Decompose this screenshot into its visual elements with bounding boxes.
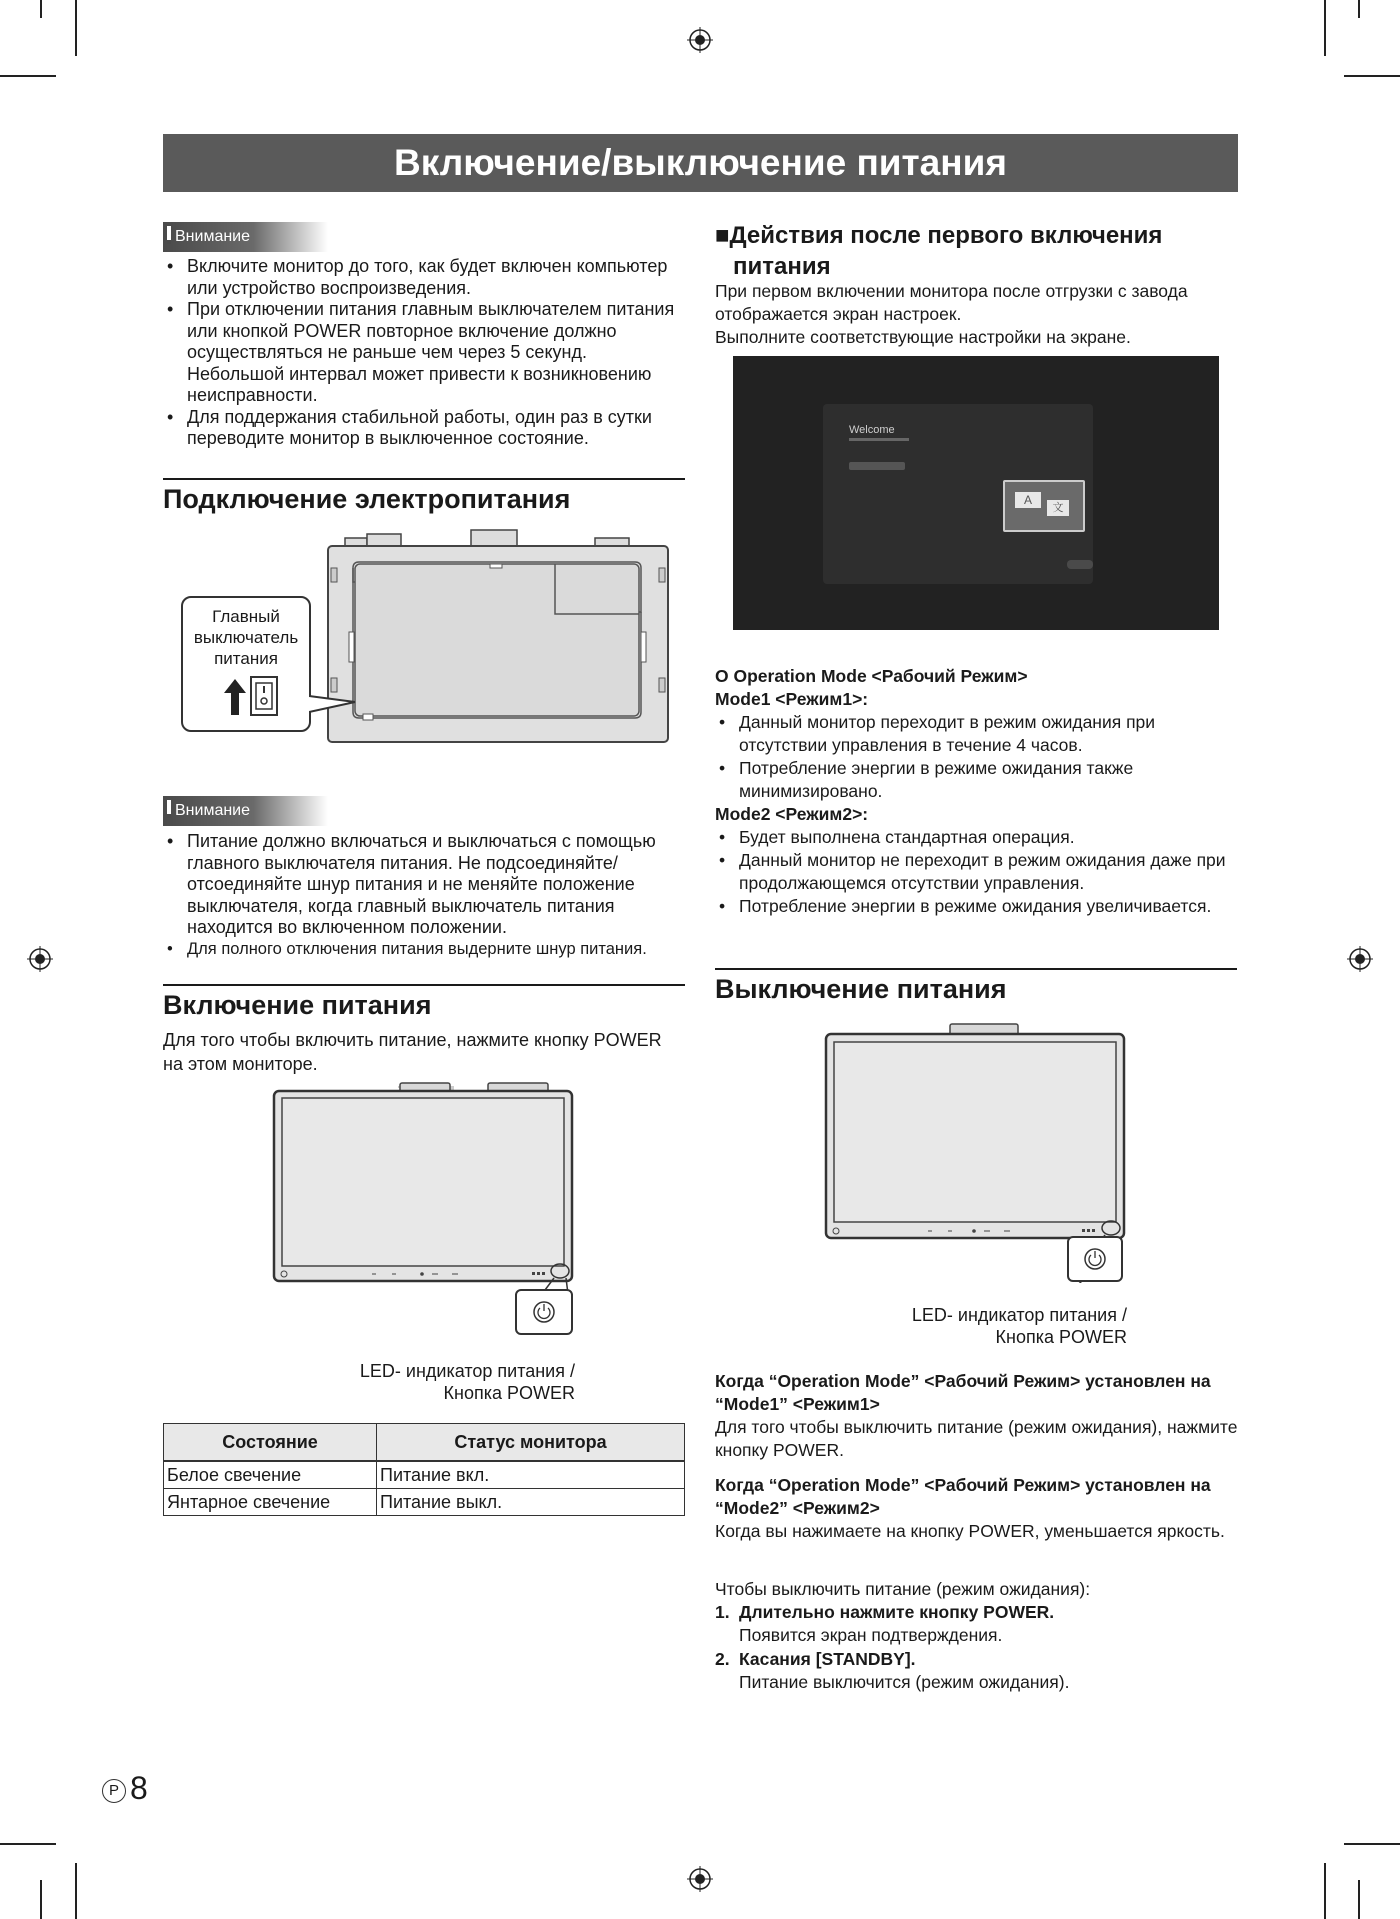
list-item: • Данный монитор переходит в режим ожидания при отсутствии управления в течение 4 часов. [715,711,1240,757]
mode1-power-off-text: Для того чтобы выключить питание (режим ожидания), нажмите кнопку POWER. [715,1417,1238,1460]
crop-mark [0,1843,56,1845]
list-item: • Для полного отключения питания выдерните шнур питания. [163,939,685,961]
mode2-power-off-head: Когда “Operation Mode” <Рабочий Режим> установлен на “Mode2” <Режим2> [715,1475,1211,1518]
mode2-list [715,826,1240,918]
heading-line: ■Действия после первого включения [715,222,1163,249]
language-icon: A 文 [1003,480,1085,532]
table-row [164,1461,685,1489]
step-number: 1. [715,1602,730,1622]
registration-mark-icon [27,946,53,972]
page-number [102,1770,148,1807]
crop-mark [75,0,77,56]
first-power-on-text: При первом включении монитора после отгрузки с завода отображается экран настроек. [715,281,1188,324]
power-connection-heading: Подключение электропитания [163,478,685,515]
callout-line: Главный [212,607,280,626]
rocker-switch-icon [211,673,281,717]
registration-mark-icon [687,27,713,53]
registration-mark-icon [687,1866,713,1892]
step-text: Длительно нажмите кнопку POWER. [739,1602,1055,1622]
registration-mark-icon [1347,946,1373,972]
next-button-graphic [1067,560,1093,569]
crop-mark [75,1863,77,1919]
crop-mark [1344,75,1400,77]
crop-mark [1358,1880,1360,1919]
mode1-list [715,711,1240,803]
list-item: • Потребление энергии в режиме ожидания увеличивается. [715,895,1240,918]
main-switch-callout [181,596,311,732]
power-off-heading: Выключение питания [715,968,1237,1005]
operation-mode-title: О Operation Mode <Рабочий Режим> [715,666,1028,686]
table-header: Статус монитора [377,1424,685,1462]
mode1-label: Mode1 <Режим1>: [715,689,869,709]
page-title: Включение/выключение питания [163,134,1238,192]
power-off-caption [850,1304,1127,1348]
step-number: 2. [715,1649,730,1669]
table-cell: Питание выкл. [377,1489,685,1516]
standby-step-2 [715,1648,1240,1694]
list-item: • При отключении питания главным выключателем питания или кнопкой POWER повторное включение должно осуществляться не раньше чем через 5 секунд. Небольшой интервал может привести к возникновению неисправности. [163,299,685,407]
caution-list-2 [163,831,685,960]
welcome-dialog [823,404,1093,584]
caption-line: Кнопка POWER [443,1383,575,1403]
page-number-value: 8 [130,1770,148,1806]
page-letter: P [102,1779,126,1803]
step-subtext: Питание выключится (режим ожидания). [739,1672,1070,1692]
monitor-front-diagram [272,1082,576,1336]
crop-mark [40,1880,42,1919]
list-item: • Питание должно включаться и выключаться с помощью главного выключателя питания. Не подсоединяйте/ отсоединяйте шнур питания и не меняйте положение выключателя, когда главный выключатель питания находится во включенном положении. [163,831,685,939]
callout-pointer [309,690,357,714]
step-text: Касания [STANDBY]. [739,1649,916,1669]
table-header-row [164,1424,685,1462]
standby-intro: Чтобы выключить питание (режим ожидания): [715,1579,1091,1599]
power-on-caption [300,1360,575,1404]
table-row [164,1489,685,1516]
power-on-heading: Включение питания [163,984,685,1021]
crop-mark [40,0,42,18]
caption-line: LED- индикатор питания / [911,1305,1127,1325]
callout-line: выключатель [193,628,299,647]
table-cell: Белое свечение [164,1461,377,1489]
caution-tag [163,796,328,826]
crop-mark [1358,0,1360,18]
table-cell: Питание вкл. [377,1461,685,1489]
monitor-front-diagram [824,1023,1128,1283]
mode1-power-off-head: Когда “Operation Mode” <Рабочий Режим> установлен на “Mode1” <Режим1> [715,1371,1211,1414]
step-subtext: Появится экран подтверждения. [739,1625,1003,1645]
welcome-title: Welcome [849,424,895,436]
caution-label: Внимание [175,228,251,245]
standby-step-1 [715,1601,1240,1647]
table-cell: Янтарное свечение [164,1489,377,1516]
list-item: • Будет выполнена стандартная операция. [715,826,1240,849]
exclamation-icon [167,226,171,243]
power-on-text: Для того чтобы включить питание, нажмите кнопку POWER на этом мониторе. [163,1030,662,1074]
caution-tag [163,222,328,252]
list-item: • Для поддержания стабильной работы, один раз в сутки переводите монитор в выключенное состояние. [163,407,685,450]
first-power-on-heading [715,220,1235,282]
callout-line: питания [214,649,278,668]
table-header: Состояние [164,1424,377,1462]
language-select-bar [849,462,905,470]
caution-label: Внимание [175,802,251,819]
mode2-label: Mode2 <Режим2>: [715,804,869,824]
led-status-table [163,1423,685,1516]
caption-line: LED- индикатор питания / [359,1361,575,1381]
list-item: • Включите монитор до того, как будет включен компьютер или устройство воспроизведения. [163,256,685,299]
crop-mark [1344,1843,1400,1845]
welcome-subtitle-bar [849,438,909,441]
caption-line: Кнопка POWER [995,1327,1127,1347]
welcome-screen-image [733,356,1219,630]
heading-line: питания [733,253,831,280]
crop-mark [0,75,56,77]
exclamation-icon [167,800,171,817]
crop-mark [1324,1863,1326,1919]
list-item: • Потребление энергии в режиме ожидания также минимизировано. [715,757,1240,803]
first-power-on-text: Выполните соответствующие настройки на экране. [715,327,1131,347]
mode2-power-off-text: Когда вы нажимаете на кнопку POWER, уменьшается яркость. [715,1521,1225,1541]
crop-mark [1324,0,1326,56]
caution-list-1 [163,256,685,450]
list-item: • Данный монитор не переходит в режим ожидания даже при продолжающемся отсутствии управления. [715,849,1240,895]
monitor-back-diagram [325,528,671,746]
